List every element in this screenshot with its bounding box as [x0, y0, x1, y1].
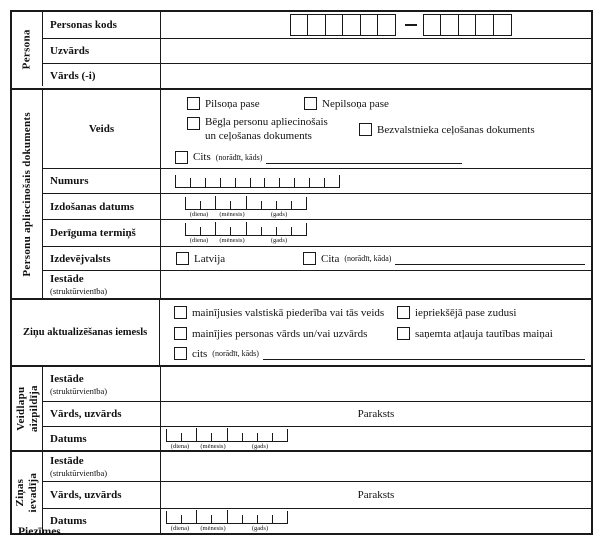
dok-iestade-label: Iestāde — [50, 273, 84, 285]
section-aizpildija-label: Veidlapu aizpildīja — [14, 384, 40, 433]
numurs-label-cell — [43, 169, 161, 193]
aizp-iestade-sublabel: (struktūrvienība) — [50, 385, 108, 396]
ievad-datums-label: Datums — [50, 515, 87, 527]
piezimes-label: Piezīmes. — [18, 526, 64, 538]
aizp-iestade-field[interactable] — [161, 367, 591, 401]
nepilsona-pase-label: Nepilsoņa pase — [322, 97, 389, 110]
section-persona-label: Persona — [20, 29, 33, 69]
aizp-vards-field[interactable] — [161, 402, 591, 426]
ievad-datums-hints: (diena) (mēnesis) (gads) — [170, 525, 269, 532]
dok-iestade-sublabel: (struktūrvienība) — [50, 286, 108, 296]
section-ievadija-label-cell — [12, 452, 43, 533]
personas-kods-boxes-group1[interactable] — [291, 14, 396, 36]
ievad-iestade-sublabel: (struktūrvienība) — [50, 468, 108, 478]
uzvards-label: Uzvārds — [50, 45, 90, 57]
cita-valsts-checkbox[interactable] — [303, 252, 316, 265]
aizp-datums-label: Datums — [50, 432, 87, 445]
latvija-label: Latvija — [194, 252, 226, 265]
checkbox-item-piederiba[interactable] — [174, 306, 397, 319]
cita-valsts-fill-line[interactable] — [395, 253, 585, 265]
tautibas-maina-label: saņemta atļauja tautības maiņai — [415, 327, 553, 340]
checkbox-item-nepilsona-pase[interactable] — [304, 97, 389, 110]
aizp-vards-label-cell — [43, 402, 161, 426]
veids-cits-label: Cits — [193, 151, 211, 163]
begla-dokuments-checkbox[interactable] — [187, 117, 200, 130]
vards-field[interactable] — [161, 64, 591, 88]
dok-iestade-field[interactable] — [161, 271, 591, 298]
aizp-datums-comb[interactable] — [166, 429, 288, 442]
pase-zudusi-label: iepriekšējā pase zudusi — [415, 306, 517, 319]
personas-kods-field[interactable] — [161, 12, 591, 38]
iemesls-cits-hint: (norādīt, kāds) — [212, 349, 259, 358]
section-aizpildija — [12, 365, 591, 450]
izdosanas-label: Izdošanas datums — [50, 200, 135, 213]
izdevejvalsts-label: Izdevējvalsts — [50, 252, 111, 265]
checkbox-item-veids-cits[interactable] — [175, 151, 262, 164]
izdosanas-label-cell — [43, 194, 161, 219]
checkbox-item-iemesls-cits[interactable] — [174, 347, 259, 360]
veids-cits-fill-line[interactable] — [266, 152, 462, 164]
dok-iestade-label-cell — [43, 271, 161, 298]
personas-kods-boxes-group2[interactable] — [424, 14, 512, 36]
section-ievadija — [12, 450, 591, 533]
veids-label: Veids — [88, 123, 115, 135]
deriguma-date-comb[interactable] — [185, 223, 307, 236]
ievad-iestade-label-cell — [43, 452, 161, 481]
aizp-iestade-label: Iestāde — [50, 372, 84, 385]
deriguma-label-cell — [43, 220, 161, 246]
pilsona-pase-label: Pilsoņa pase — [205, 97, 260, 110]
izdevejvalsts-label-cell — [43, 247, 161, 270]
veids-cits-hint: (norādīt, kāds) — [215, 152, 263, 162]
deriguma-date-hints: (diena) (mēnesis) (gads) — [189, 237, 288, 244]
cita-valsts-label: Cita — [321, 252, 340, 265]
personas-kods-label: Personas kods — [50, 19, 117, 31]
numurs-label: Numurs — [50, 175, 89, 187]
nepilsona-pase-checkbox[interactable] — [304, 97, 317, 110]
aizp-paraksts-label: Paraksts — [357, 408, 395, 420]
personas-kods-dash — [405, 24, 417, 26]
veids-label-cell — [43, 90, 161, 168]
uzvards-label-cell — [43, 39, 161, 63]
section-dokuments-label-cell — [12, 90, 43, 298]
ievad-vards-label-cell — [43, 482, 161, 508]
checkbox-item-tautibas-maina[interactable] — [397, 327, 553, 340]
piederiba-checkbox[interactable] — [174, 306, 187, 319]
begla-dokuments-label: Bēgļa personu apliecinošais un ceļošanas dokuments — [205, 116, 328, 142]
aizp-iestade-label-cell — [43, 367, 161, 401]
bezvalstnieka-checkbox[interactable] — [359, 123, 372, 136]
section-dokuments — [12, 88, 591, 298]
iemesls-section-label: Ziņu aktualizēšanas iemesls — [12, 300, 160, 365]
iemesls-cits-fill-line[interactable] — [263, 348, 585, 360]
registration-form-table — [10, 10, 593, 535]
tautibas-maina-checkbox[interactable] — [397, 327, 410, 340]
iemesls-cits-label: cits — [192, 347, 208, 360]
section-aizpildija-label-cell — [12, 367, 43, 450]
checkbox-item-cita-valsts[interactable] — [303, 252, 391, 265]
aizp-datums-label-cell — [43, 427, 161, 450]
checkbox-item-pase-zudusi[interactable] — [397, 306, 516, 319]
pase-zudusi-checkbox[interactable] — [397, 306, 410, 319]
latvija-checkbox[interactable] — [176, 252, 189, 265]
bezvalstnieka-label: Bezvalstnieka ceļošanas dokuments — [377, 123, 535, 136]
numurs-comb-field[interactable] — [175, 175, 340, 188]
pilsona-pase-checkbox[interactable] — [187, 97, 200, 110]
vards-label: Vārds (-i) — [50, 70, 96, 82]
veids-cits-checkbox[interactable] — [175, 151, 188, 164]
izdosanas-date-comb[interactable] — [185, 197, 307, 210]
aizp-vards-label: Vārds, uzvārds — [50, 408, 122, 420]
vards-label-cell — [43, 64, 161, 88]
ievad-datums-comb[interactable] — [166, 511, 288, 524]
aizp-datums-hints: (diena) (mēnesis) (gads) — [170, 443, 269, 450]
ievad-vards-field[interactable] — [161, 482, 591, 508]
section-persona-label-cell — [12, 12, 43, 86]
checkbox-item-vards-mainijies[interactable] — [174, 327, 397, 340]
piederiba-label: mainījusies valstiskā piederība vai tās veids — [192, 306, 385, 319]
checkbox-item-pilsona-pase[interactable] — [187, 97, 304, 110]
deriguma-label: Derīguma termiņš — [50, 227, 136, 239]
section-dokuments-label: Personu apliecinošais dokuments — [20, 111, 33, 277]
checkbox-item-latvija[interactable] — [176, 252, 303, 265]
izdosanas-date-hints: (diena) (mēnesis) (gads) — [189, 211, 288, 218]
vards-mainijies-checkbox[interactable] — [174, 327, 187, 340]
ievad-paraksts-label: Paraksts — [357, 489, 395, 501]
iemesls-cits-checkbox[interactable] — [174, 347, 187, 360]
section-persona — [12, 12, 591, 88]
checkbox-item-begla-dokuments[interactable] — [187, 116, 359, 144]
ievad-vards-label: Vārds, uzvārds — [50, 489, 122, 501]
cita-valsts-hint: (norādīt, kāda) — [344, 254, 392, 263]
uzvards-field[interactable] — [161, 39, 591, 63]
section-iemesls — [12, 298, 591, 365]
ievad-iestade-label: Iestāde — [50, 455, 84, 467]
vards-mainijies-label: mainījies personas vārds un/vai uzvārds — [192, 327, 368, 340]
section-ievadija-label: Ziņas ievadīja — [14, 472, 39, 513]
ievad-iestade-field[interactable] — [161, 452, 591, 481]
personas-kods-label-cell — [43, 12, 161, 38]
checkbox-item-bezvalstnieka[interactable] — [359, 123, 535, 136]
